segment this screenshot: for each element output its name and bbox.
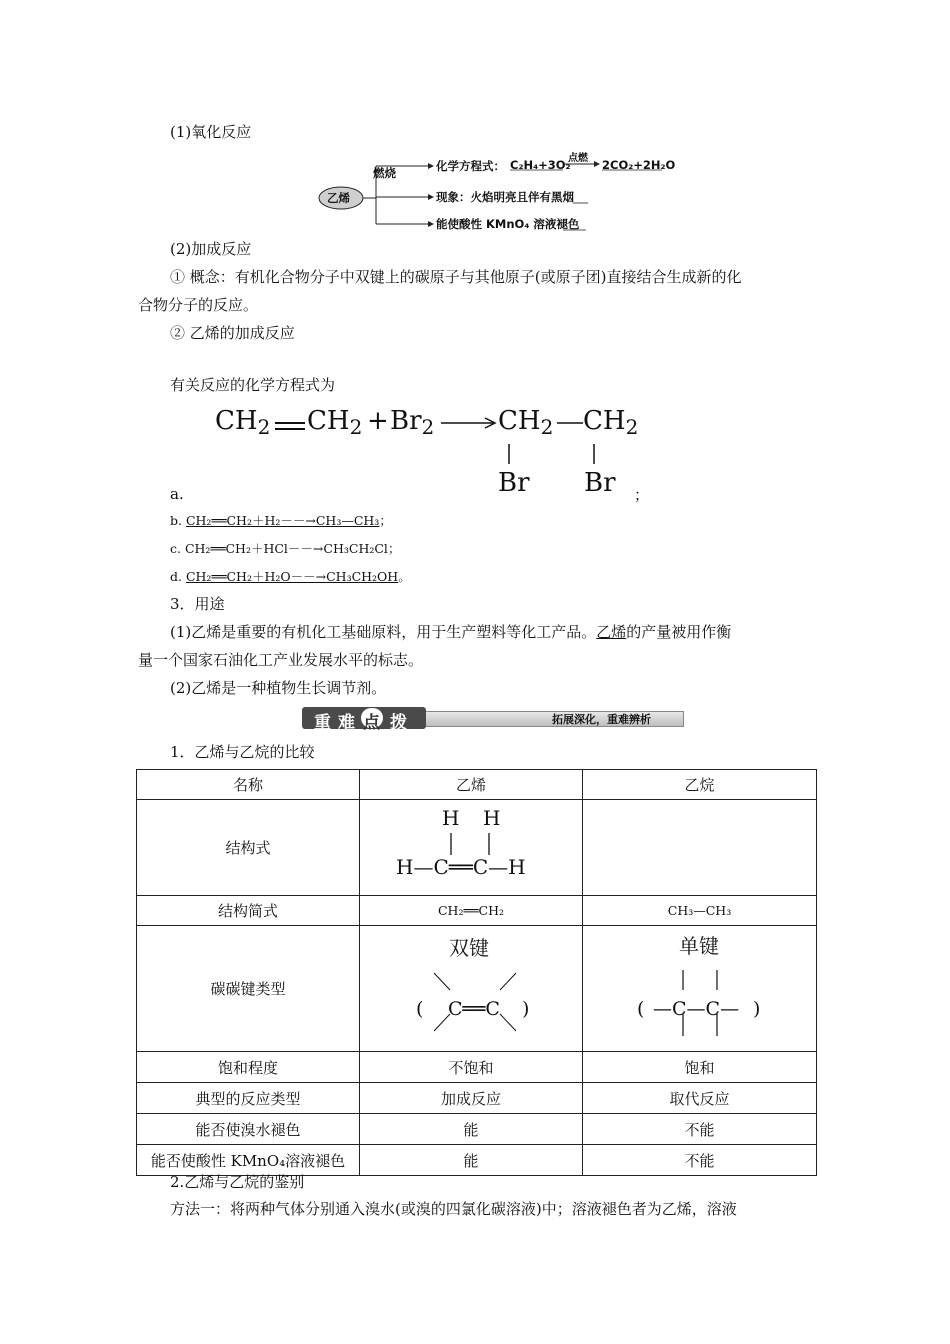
bond-ethane-paren-close: ) (753, 998, 761, 1020)
struct-h-top-1: H (442, 806, 460, 830)
oxidation-diagram (318, 150, 678, 236)
eq-a-reagent: $Br_2$ (390, 406, 435, 439)
ethylene-bond (360, 926, 583, 1052)
equation-condition: 点燃 (568, 153, 588, 164)
ethylene-node: 乙烯 (327, 191, 350, 205)
reaction-label: 典型的反应类型 (137, 1083, 360, 1114)
equation-intro: 有关反应的化学方程式为 (170, 376, 336, 394)
bond-label: 碳碳键类型 (137, 926, 360, 1052)
phenomenon-text: 现象：火焰明亮且伴有黑烟 (436, 190, 574, 204)
equation-left: C₂H₄+3O₂ (510, 158, 571, 172)
eq-a-product-2: $CH_2$ (583, 406, 639, 439)
uses-line-1 (170, 622, 850, 642)
comparison-table (136, 769, 817, 1176)
ethylene-structure-drawing (360, 800, 583, 895)
saturation-ethane: 饱和 (583, 1052, 817, 1083)
eq-a-product-1: $CH_2$ (498, 406, 554, 439)
table-row-kmno4 (137, 1145, 817, 1176)
section-banner (302, 707, 682, 733)
equation-right: 2CO₂+2H₂O (602, 158, 676, 172)
uses-line-2: 量一个国家石油化工产业发展水平的标志。 (138, 651, 424, 669)
kmno4-label: 能否使酸性 KMnO₄溶液褪色 (137, 1145, 360, 1176)
table-row-simple-formula (137, 896, 817, 926)
ethane-structure-empty (583, 800, 817, 896)
eq-d-label: d. (170, 569, 182, 584)
equation-d (170, 567, 850, 587)
reaction-ethylene: 加成反应 (360, 1083, 583, 1114)
header-ethane: 乙烷 (583, 770, 817, 800)
eq-a-vertical-bonds (505, 442, 605, 466)
uses-line-1c: 的产量被用作衡 (626, 623, 732, 641)
comparison-heading: 1．乙烯与乙烷的比较 (170, 743, 315, 761)
bromine-ethylene: 能 (360, 1114, 583, 1145)
eq-a-single-bond (555, 420, 585, 426)
uses-line-1a: (1)乙烯是重要的有机化工基础原料，用于生产塑料等化工产品。 (170, 623, 597, 641)
header-name: 名称 (137, 770, 360, 800)
struct-h-top-2: H (483, 806, 501, 830)
oxidation-heading: (1)氧化反应 (170, 123, 252, 141)
saturation-label: 饱和程度 (137, 1052, 360, 1083)
concept-line-1: ① 概念：有机化合物分子中双键上的碳原子与其他原子(或原子团)直接结合生成新的化 (170, 268, 742, 286)
eq-a-reactant-2: $CH_2$ (307, 406, 363, 439)
addition-subheading: ② 乙烯的加成反应 (170, 324, 295, 342)
bond-ethane-title: 单键 (679, 934, 719, 958)
table-row-structure (137, 800, 817, 896)
kmno4-text: 能使酸性 KMnO₄ 溶液褪色 (436, 217, 580, 231)
banner-char-3: 点 (363, 713, 380, 733)
eq-b-end: ； (379, 513, 392, 528)
simple-label: 结构简式 (137, 896, 360, 926)
reaction-ethane: 取代反应 (583, 1083, 817, 1114)
banner-char-2: 难 (338, 713, 355, 733)
table-row-reaction (137, 1083, 817, 1114)
eq-a-double-bond (273, 420, 307, 432)
struct-vertical-bonds (445, 831, 495, 857)
ethylene-bond-drawing (360, 926, 583, 1051)
identification-method-1: 方法一：将两种气体分别通入溴水(或溴的四氯化碳溶液)中；溶液褪色者为乙烯，溶液 (170, 1200, 737, 1218)
table-row-saturation (137, 1052, 817, 1083)
uses-line-1b: 乙烯 (596, 623, 627, 641)
ethylene-structure (360, 800, 583, 896)
table-row-bromine (137, 1114, 817, 1145)
eq-b-text: CH₂══CH₂＋H₂－－→CH₃—CH₃ (185, 513, 380, 528)
banner-char-4: 拨 (390, 713, 407, 733)
eq-a-arrow (439, 416, 499, 430)
bond-ethane-paren-open: ( (637, 998, 645, 1020)
equation-c (170, 539, 850, 559)
bond-ethylene-title: 双键 (449, 936, 489, 960)
eq-c-label: c. (170, 541, 181, 556)
equation-prefix: 化学方程式： (436, 159, 505, 173)
eq-a-bromine-1: Br (498, 468, 530, 498)
table-header-row (137, 770, 817, 800)
struct-bottom-row: H—C══C—H (396, 855, 526, 879)
bond-ethylene-paren-close: ) (522, 998, 530, 1020)
bond-ethylene-formula: C══C (448, 998, 500, 1020)
header-ethylene: 乙烯 (360, 770, 583, 800)
eq-c-end: ； (387, 541, 401, 556)
banner-subtitle: 拓展深化，重难辨析 (552, 713, 651, 726)
eq-d-end: 。 (398, 569, 411, 584)
ethane-bond-drawing (583, 926, 817, 1051)
addition-heading: (2)加成反应 (170, 240, 252, 258)
kmno4-ethane: 不能 (583, 1145, 817, 1176)
eq-a-end: ； (634, 486, 650, 504)
eq-d-text: CH₂══CH₂＋H₂O－－→CH₃CH₂OH (185, 569, 399, 584)
kmno4-ethylene: 能 (360, 1145, 583, 1176)
bromine-label: 能否使溴水褪色 (137, 1114, 360, 1145)
concept-line-2: 合物分子的反应。 (138, 296, 259, 314)
uses-line-3: (2)乙烯是一种植物生长调节剂。 (170, 679, 387, 697)
bond-ethylene-paren-open: ( (416, 998, 424, 1020)
banner-char-1: 重 (314, 713, 331, 733)
simple-ethylene: CH₂══CH₂ (360, 896, 583, 926)
eq-c-text: CH₂══CH₂＋HCl－－→CH₃CH₂Cl (184, 541, 388, 556)
table-row-bond-type (137, 926, 817, 1052)
eq-b-label: b. (170, 513, 182, 528)
eq-a-reactant-1: $CH_2$ (215, 406, 271, 439)
simple-ethane: CH₃—CH₃ (583, 896, 817, 926)
structure-label: 结构式 (137, 800, 360, 896)
saturation-ethylene: 不饱和 (360, 1052, 583, 1083)
bromine-ethane: 不能 (583, 1114, 817, 1145)
eq-a-plus: + (367, 406, 389, 436)
bond-ethane-formula: —C—C— (653, 998, 740, 1020)
identification-heading: 2.乙烯与乙烷的鉴别 (170, 1173, 305, 1191)
burn-label: 燃烧 (373, 166, 396, 180)
eq-a-label: a. (170, 485, 184, 503)
uses-heading: 3．用途 (170, 595, 225, 613)
equation-b (170, 511, 850, 531)
eq-a-bromine-2: Br (584, 468, 616, 498)
ethane-bond (583, 926, 817, 1052)
